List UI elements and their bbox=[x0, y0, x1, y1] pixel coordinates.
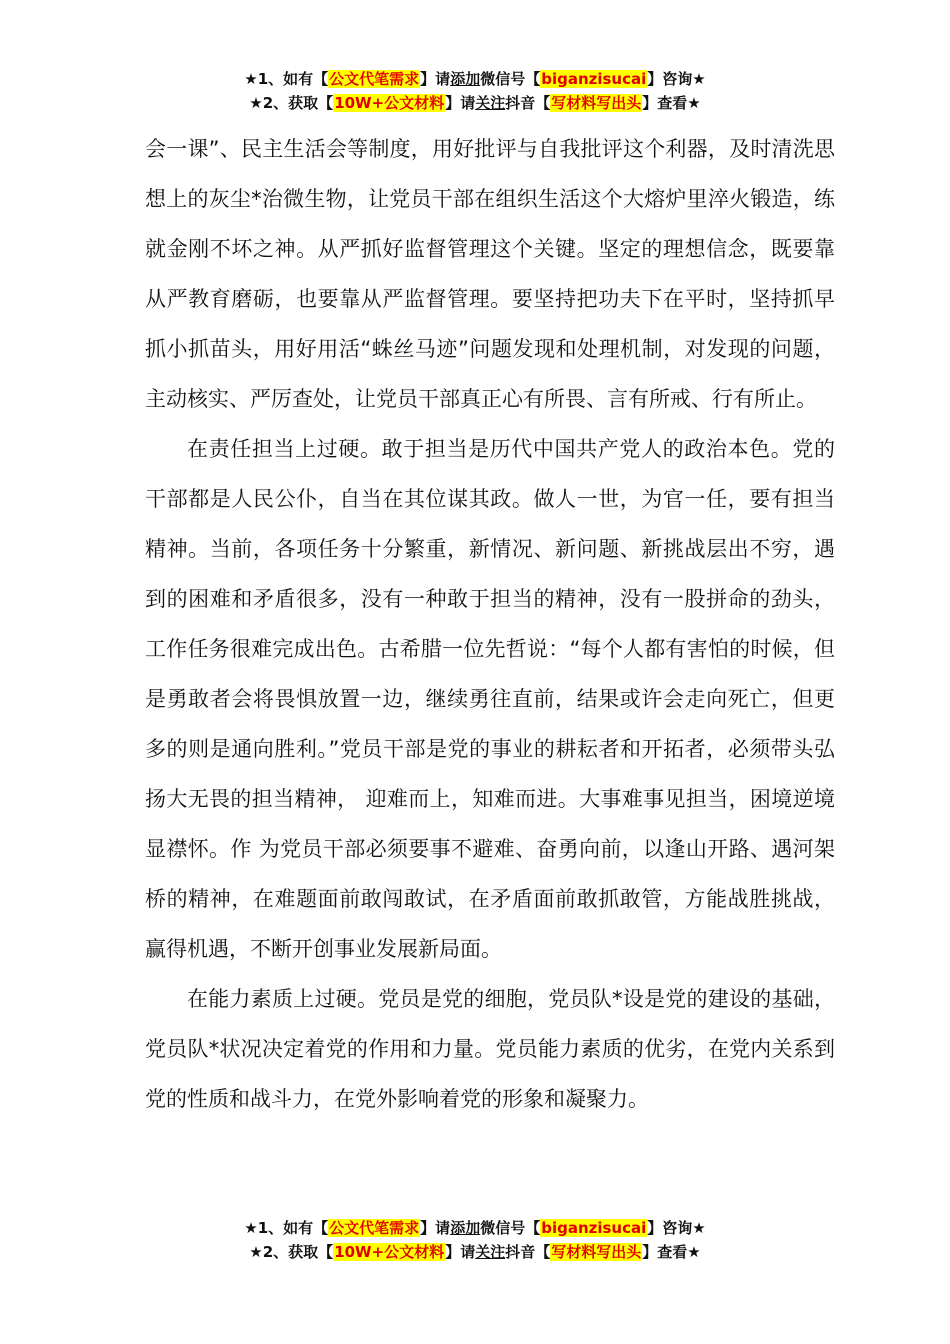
header-banner bbox=[0, 68, 950, 116]
paragraph-3: 在能力素质上过硬。党员是党的细胞，党员队*设是党的建设的基础，党员队*状况决定着党的作用和力量。党员能力素质的优劣，在党内关系到党的性质和战斗力，在党外影响着党的形象和凝聚力。 bbox=[145, 987, 835, 1111]
banner-text: ★2、获取【 bbox=[249, 94, 334, 112]
highlight-materials: 10W+公文材料 bbox=[334, 1243, 445, 1261]
banner-underlined: 关注 bbox=[475, 94, 506, 112]
highlight-ghostwriting: 公文代笔需求 bbox=[329, 70, 420, 88]
banner-line-1 bbox=[0, 1217, 950, 1241]
banner-line-2 bbox=[0, 92, 950, 116]
banner-underlined: 添加 bbox=[450, 70, 481, 88]
highlight-wechat-id: biganzisucai bbox=[541, 1219, 647, 1237]
banner-text: ★2、获取【 bbox=[249, 1243, 334, 1261]
banner-text: 抖音【 bbox=[505, 1243, 551, 1261]
banner-text: 】请 bbox=[445, 1243, 476, 1261]
banner-line-1 bbox=[0, 68, 950, 92]
banner-text: ★1、如有【 bbox=[244, 1219, 329, 1237]
paragraph-2: 在责任担当上过硬。敢于担当是历代中国共产党人的政治本色。党的干部都是人民公仆，自当在其位谋其政。做人一世，为官一任，要有担当精神。当前，各项任务十分繁重，新情况、新问题、新挑战层出不穷，遇到的困难和矛盾很多，没有一种敢于担当的精神，没有一股拼命的劲头， 工作任务很难完成出色。古希腊一位先哲说：“每个人都有害怕的时候，但是勇敢者会将畏惧放置一边，继续勇往直前，结果或许会走向死亡，但更多的则是通向胜利。”党员干部是党的事业的耕耘者和开拓者，必须带头弘扬大无畏的担当精神， 迎难而上，知难而进。大事难事见担当，困境逆境显襟怀。作 为党员干部必须要事不避难、奋勇向前，以逢山开路、遇河架桥的精神，在难题面前敢闯敢试，在矛盾面前敢抓敢管，方能战胜挑战，赢得机遇，不断开创事业发展新局面。 bbox=[145, 437, 835, 961]
banner-text: 】查看★ bbox=[642, 94, 701, 112]
banner-text: ★1、如有【 bbox=[244, 70, 329, 88]
banner-text: 微信号【 bbox=[480, 1219, 541, 1237]
banner-text: 抖音【 bbox=[505, 94, 551, 112]
banner-underlined: 关注 bbox=[475, 1243, 506, 1261]
paragraph-1: 会一课”、民主生活会等制度，用好批评与自我批评这个利器，及时清洗思想上的灰尘*治微生物，让党员干部在组织生活这个大熔炉里淬火锻造，练就金刚不坏之神。从严抓好监督管理这个关键。坚定的理想信念，既要靠从严教育磨砺，也要靠从严监督管理。要坚持把功夫下在平时，坚持抓早抓小抓苗头，用好用活“蛛丝马迹”问题发现和处理机制，对发现的问题，主动核实、严厉查处，让党员干部真正心有所畏、言有所戒、行有所止。 bbox=[145, 137, 835, 411]
banner-text: 】请 bbox=[420, 1219, 451, 1237]
footer-banner bbox=[0, 1217, 950, 1265]
banner-text: 微信号【 bbox=[480, 70, 541, 88]
banner-line-2 bbox=[0, 1241, 950, 1265]
highlight-ghostwriting: 公文代笔需求 bbox=[329, 1219, 420, 1237]
highlight-douyin: 写材料写出头 bbox=[551, 94, 642, 112]
document-body bbox=[145, 124, 835, 1124]
banner-text: 】请 bbox=[420, 70, 451, 88]
highlight-wechat-id: biganzisucai bbox=[541, 70, 647, 88]
highlight-douyin: 写材料写出头 bbox=[551, 1243, 642, 1261]
banner-text: 】查看★ bbox=[642, 1243, 701, 1261]
highlight-materials: 10W+公文材料 bbox=[334, 94, 445, 112]
banner-text: 】请 bbox=[445, 94, 476, 112]
banner-text: 】咨询★ bbox=[647, 1219, 706, 1237]
banner-underlined: 添加 bbox=[450, 1219, 481, 1237]
banner-text: 】咨询★ bbox=[647, 70, 706, 88]
